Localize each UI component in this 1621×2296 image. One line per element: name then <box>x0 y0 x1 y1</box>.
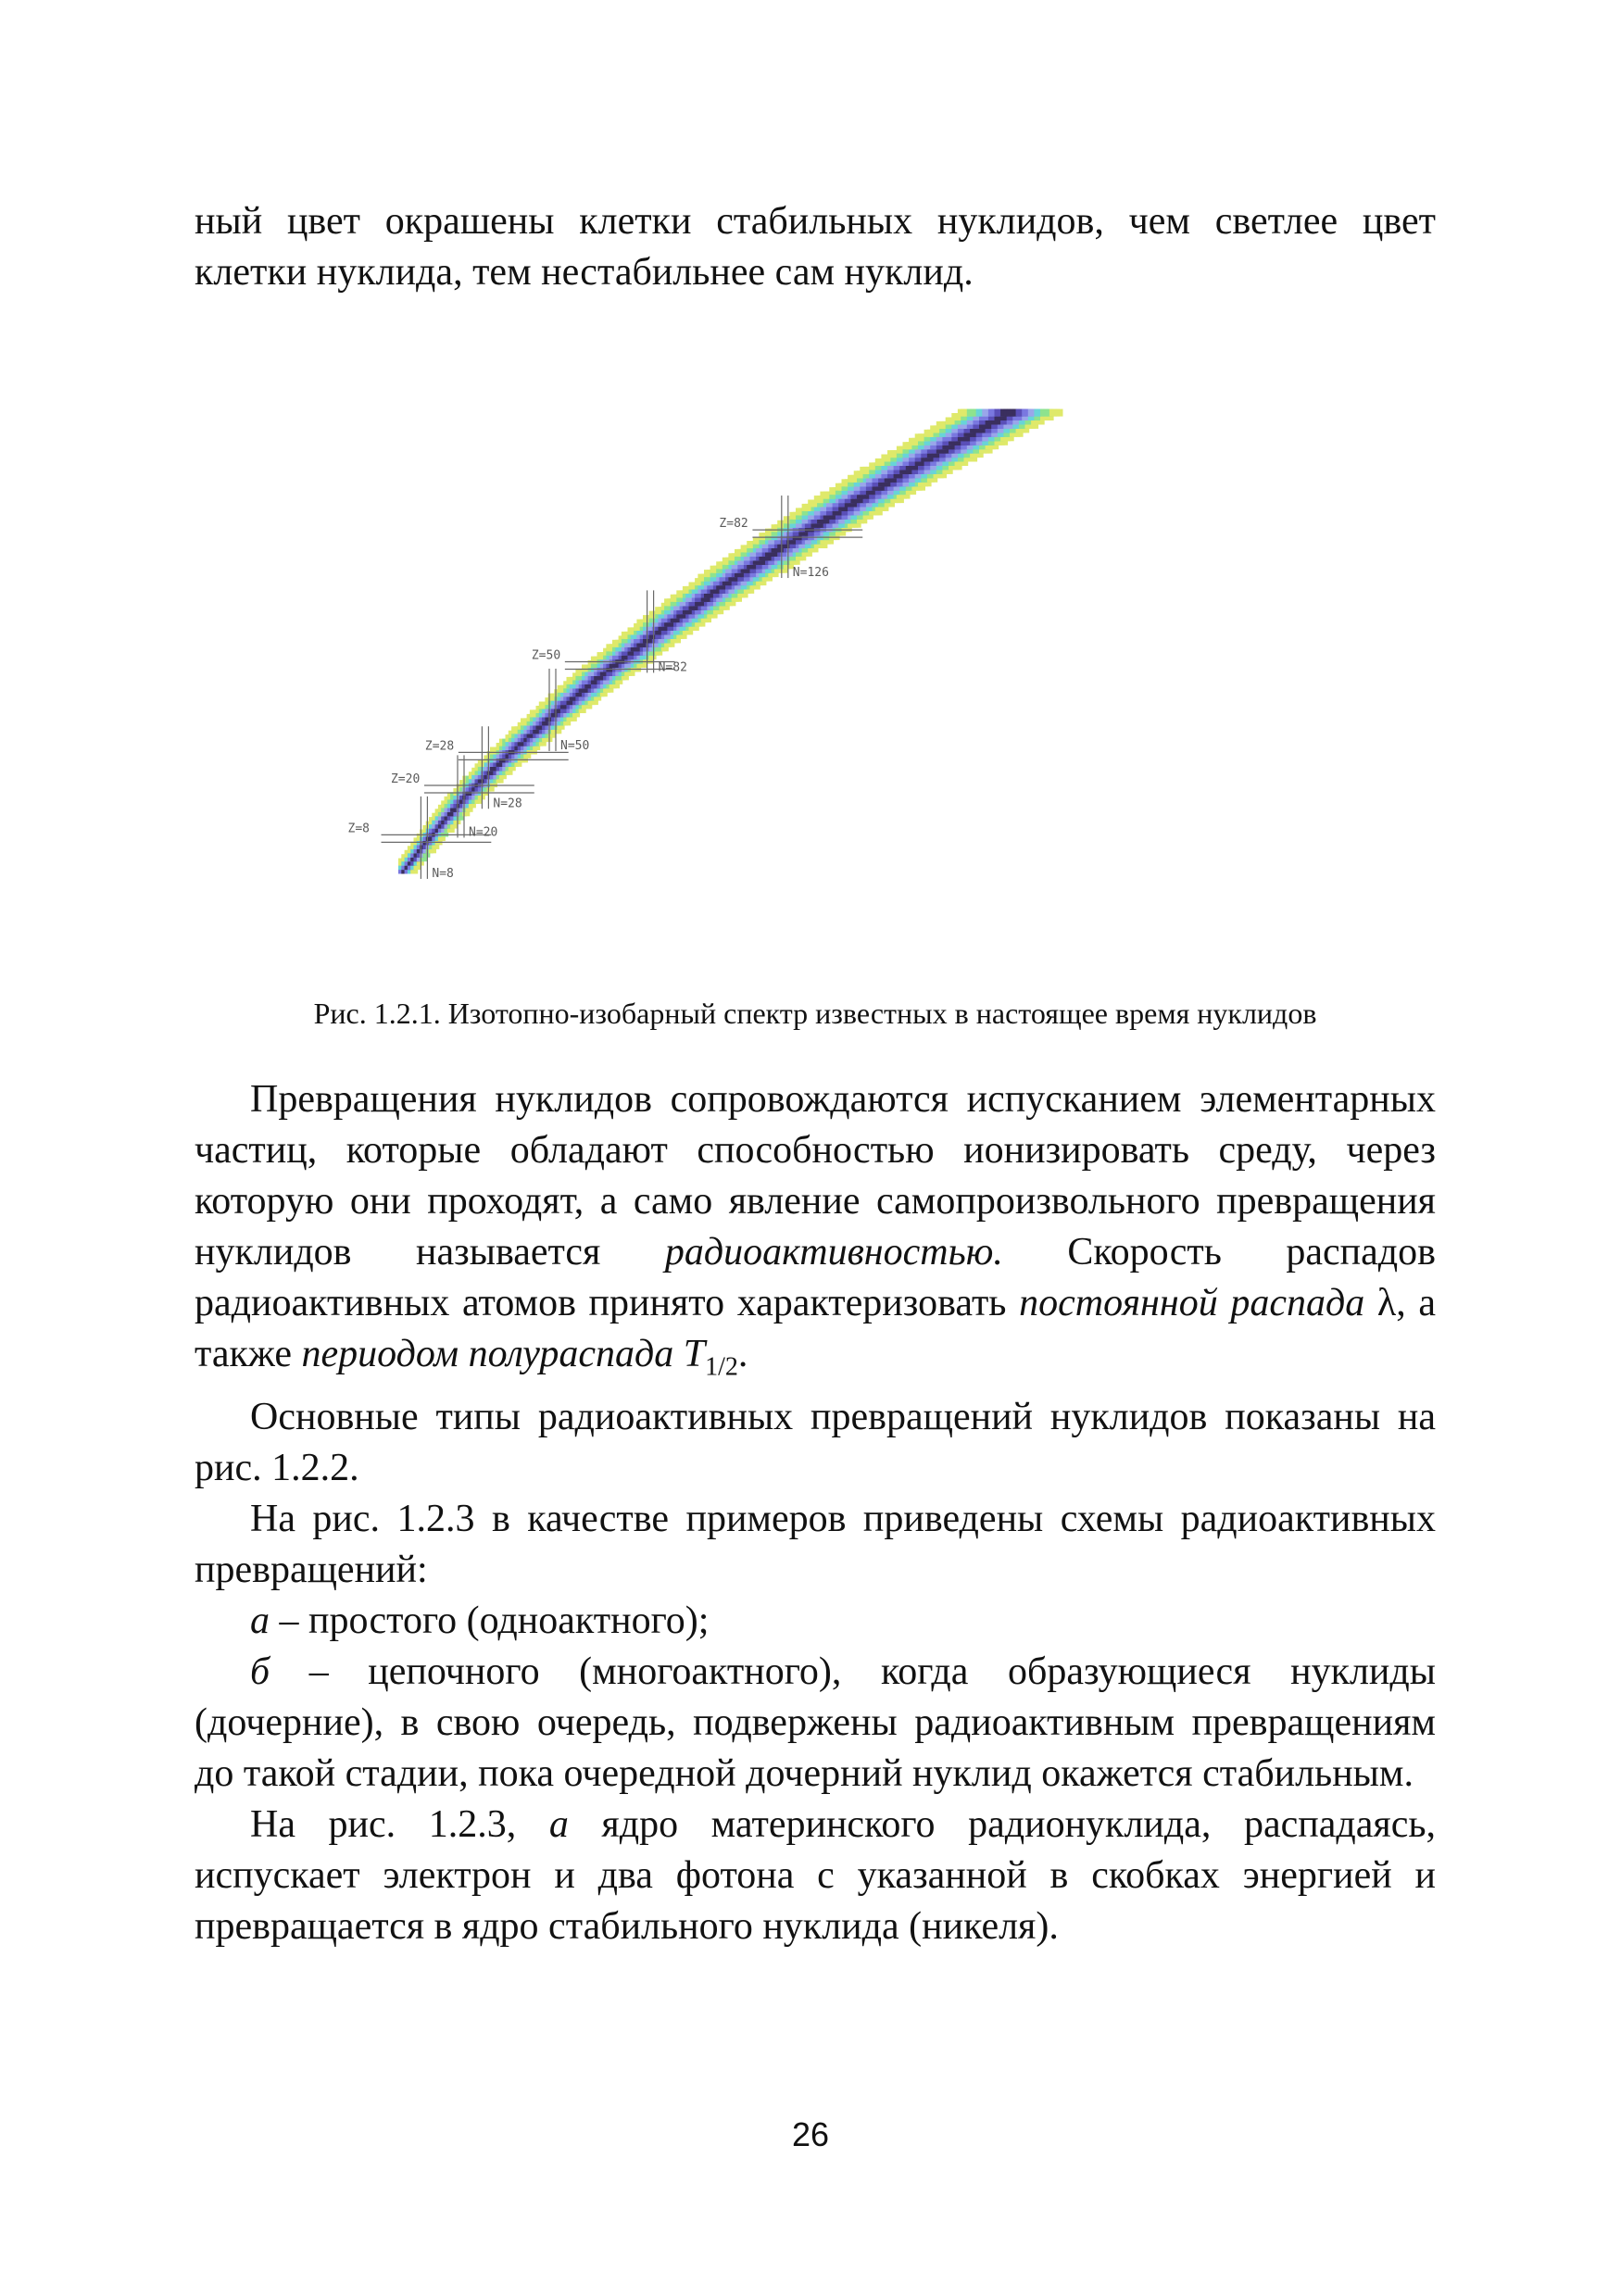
magic-n-label: N=82 <box>658 660 687 675</box>
magic-z-label: Z=50 <box>531 648 561 663</box>
p1-term-radioactivity: радиоактивностью. <box>664 1231 1003 1273</box>
p1-text-a: Превращения нуклидов сопровождаются испусканием элементарных частиц, которые обладают способностью ионизировать среду, через которую они проходят, а само явление самопроизвольного превращения нуклидов называется <box>195 1078 1436 1273</box>
paragraph-2: Основные типы радиоактивных превращений нуклидов показаны на рис. 1.2.2. <box>195 1396 1436 1490</box>
item-b-label: б <box>250 1650 270 1694</box>
p6-text-c: ядро материнского радионуклида, распадаясь, испускает электрон и два фотона с указанной в скобках энергией и превращается в ядро стабильного нуклида (никеля). <box>195 1803 1437 1949</box>
magic-n-label: N=28 <box>493 797 522 811</box>
p1-text-f: , а также <box>195 1282 1436 1375</box>
p1-period: . <box>737 1333 748 1375</box>
p1-symbol-t: T <box>673 1333 706 1375</box>
magic-n-label: N=8 <box>432 866 454 881</box>
figure-caption: Рис. 1.2.1. Изотопно-изобарный спектр известных в настоящее время нуклидов <box>313 997 1317 1030</box>
paragraph-6 <box>195 1800 1436 1952</box>
nuclide-chart <box>347 324 1297 935</box>
magic-z-label: Z=28 <box>424 739 455 754</box>
paragraph-3: На рис. 1.2.3 в качестве примеров приведены схемы радиоактивных превращений: <box>195 1498 1436 1592</box>
p6-label-a: а <box>548 1803 569 1847</box>
magic-n-label: N=50 <box>560 738 590 753</box>
item-a-text: – простого (одноактного); <box>270 1600 710 1643</box>
p6-text-a: На рис. 1.2.3, <box>250 1803 549 1847</box>
paragraph-4 <box>195 1596 1436 1647</box>
magic-n-label: N=126 <box>792 566 829 581</box>
item-b-text: – цепочного (многоактного), когда образующиеся нуклиды (дочерние), в свою очередь, подвержены радиоактивным превращениям до такой стадии, пока очередной дочерний нуклид окажется стабильным. <box>195 1650 1436 1796</box>
p1-term-half-life: периодом полураспада <box>301 1333 674 1375</box>
nuclide-chart-figure <box>347 324 1297 935</box>
top-paragraph <box>195 196 1436 298</box>
magic-z-label: Z=8 <box>347 822 370 836</box>
magic-z-label: Z=82 <box>719 517 748 532</box>
page-number: 26 <box>791 2115 830 2153</box>
p1-term-decay-constant: постоянной распада <box>1019 1282 1365 1324</box>
magic-z-label: Z=20 <box>390 772 421 786</box>
magic-n-label: N=20 <box>469 825 498 840</box>
p1-text-c: Скорость распадов радиоактивных атомов принято характеризовать <box>195 1231 1436 1324</box>
nuclide-cell <box>1056 409 1063 417</box>
paragraph-5 <box>195 1647 1436 1800</box>
top-paragraph-text: ный цвет окрашены клетки стабильных нуклидов, чем светлее цвет клетки нуклида, тем нестабильнее сам нуклид. <box>195 200 1436 294</box>
item-a-label: а <box>250 1600 270 1643</box>
paragraph-1 <box>195 1074 1436 1392</box>
body-text <box>195 1074 1436 1952</box>
p1-subscript: 1/2 <box>705 1352 738 1382</box>
p1-lambda: λ <box>1364 1282 1397 1324</box>
